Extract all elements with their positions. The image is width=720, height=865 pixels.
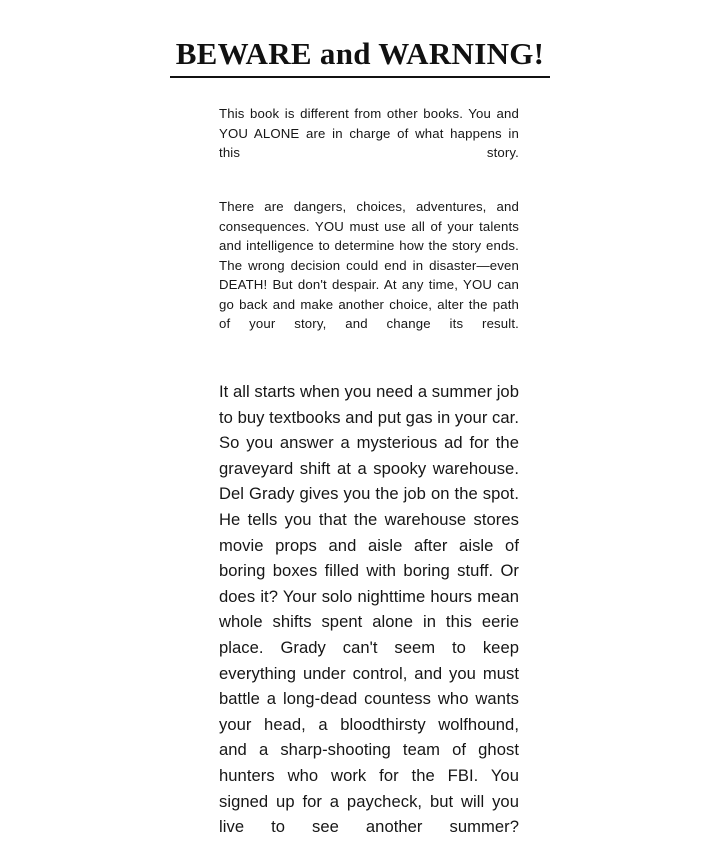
page-title: BEWARE and WARNING! <box>170 36 551 78</box>
paragraph-intro: This book is different from other books. You and YOU ALONE are in charge of what happens in this story. <box>219 106 519 160</box>
paragraph-dangers: There are dangers, choices, adventures, and consequences. YOU must use all of your talents and intelligence to determine how the story ends. The wrong decision could end in disaster—even DEATH! But don't despair. At any time, YOU can go back and make another choice, alter the path of your story, and change its result. <box>219 199 519 331</box>
page-title-block <box>0 0 720 78</box>
paragraph-story-summary: It all starts when you need a summer job to buy textbooks and put gas in your car. So you answer a mysterious ad for the graveyard shift at a spooky warehouse. Del Grady gives you the job on the spot. He tells you that the warehouse stores movie props and aisle after aisle of boring boxes filled with boring stuff. Or does it? Your solo nighttime hours mean whole shifts spent alone in this eerie place. Grady can't seem to keep everything under control, and you must battle a long-dead countess who wants your head, a bloodthirsty wolfhound, and a sharp-shooting team of ghost hunters who work for the FBI. You signed up for a paycheck, but will you live to see another summer? <box>219 382 519 837</box>
page-body <box>201 78 519 865</box>
